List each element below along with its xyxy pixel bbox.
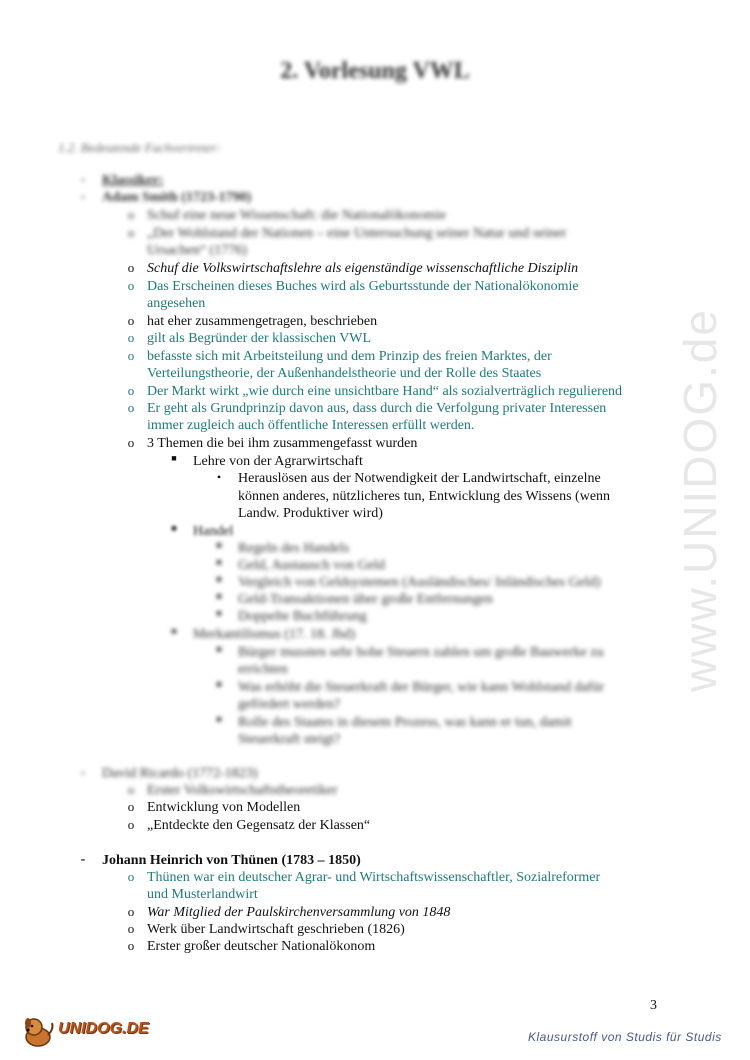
list-item: Verteilungstheorie, der Außenhandelstheorie und der Rolle des Staates [147,366,542,381]
circle-bullet: o [127,921,135,936]
page-number: 3 [650,998,657,1013]
list-item: Er geht als Grundprinzip davon aus, dass durch die Verfolgung privater Interessen [147,401,607,416]
circle-bullet: o [127,869,135,884]
square-bullet: ■ [216,714,222,724]
square-bullet: ■ [216,608,222,618]
list-item: hat eher zusammengetragen, beschrieben [147,314,378,329]
thuenen-name: Johann Heinrich von Thünen (1783 – 1850) [102,853,361,868]
circle-bullet: o [127,383,135,398]
circle-bullet: o [127,348,135,363]
list-item: Der Markt wirkt „wie durch eine unsichtbare Hand“ als sozialverträglich regulierend [147,384,623,399]
sub-item: Regeln des Handels [238,541,350,556]
section-subtitle: 1.2. Bedeutende Fachvertreter: [58,140,221,155]
sub-item: Rolle des Staates in diesem Prozess, was kann er tun, damit [238,715,572,730]
circle-bullet: o [127,904,135,919]
list-item: gilt als Begründer der klassischen VWL [147,331,372,346]
list-item: angesehen [147,296,206,311]
square-bullet: ■ [216,644,222,654]
list-item: Werk über Landwirtschaft geschrieben (1826) [147,922,405,937]
page-title: 2. Vorlesung VWL [280,58,470,84]
square-bullet: ■ [216,557,222,567]
dash-bullet: - [80,172,86,187]
sub-item: Herauslösen aus der Notwendigkeit der Landwirtschaft, einzelne [238,471,601,486]
classics-heading: Klassiker: [102,173,164,188]
unidog-logo [20,1015,150,1050]
list-item: Erster Volkswirtschaftstheoretiker [147,783,338,798]
square-bullet: ■ [171,523,177,533]
circle-bullet: o [127,400,135,415]
topic-item: Merkantilismus (17. 18. Jhd) [193,627,356,642]
sub-item: können anderes, nützlicheres tun, Entwicklung des Wissens (wenn [238,489,611,504]
list-item: „Entdeckte den Gegensatz der Klassen“ [147,818,371,833]
square-bullet: ■ [216,574,222,584]
sub-item: gefördert werden? [238,697,341,712]
circle-bullet: o [127,435,135,450]
sub-item: Bürger mussten sehr hohe Steuern zahlen um große Bauwerke zu [238,645,604,660]
square-bullet: ■ [216,591,222,601]
list-item: befasste sich mit Arbeitsteilung und dem Prinzip des freien Marktes, der [147,349,552,364]
circle-bullet: o [127,938,135,953]
list-item: Das Erscheinen dieses Buches wird als Geburtsstunde der Nationalökonomie [147,279,579,294]
watermark: www.UNIDOG.de [674,308,726,692]
square-bullet: ■ [216,679,222,689]
circle-bullet: o [127,330,135,345]
square-bullet: ■ [171,453,177,463]
smith-name: Adam Smith (1723-1790) [102,190,252,205]
list-item: „Der Wohlstand der Nationen – eine Untersuchung seiner Natur und seiner [147,226,567,241]
sub-item: Doppelte Buchführung [238,609,367,624]
list-item: Ursachen“ (1776) [147,243,247,258]
circle-bullet: o [127,260,135,275]
list-item: Erster großer deutscher Nationalökonom [147,939,376,954]
list-item: War Mitglied der Paulskirchenversammlung von 1848 [147,905,451,920]
footer-tagline: Klausurstoff von Studis für Studis [528,1030,722,1044]
sub-item: Geld-Transaktionen über große Entfernungen [238,592,493,607]
sub-item: Steuerkraft steigt? [238,732,341,747]
circle-bullet: o [127,207,135,222]
circle-bullet: o [127,278,135,293]
ricardo-name: David Ricardo (1772-1823) [102,766,258,781]
dash-bullet: - [80,852,86,867]
list-item: Schuf die Volkswirtschaftslehre als eigenständige wissenschaftliche Disziplin [147,261,579,276]
circle-bullet: o [127,817,135,832]
sub-item: Vergleich von Geldsystemen (Ausländisches/ Inländisches Geld) [238,575,601,590]
list-item: Schuf eine neue Wissenschaft: die Nationalökonomie [147,208,446,223]
list-item: immer zugleich auch öffentliche Interessen erfüllt werden. [147,418,475,433]
square-bullet: ■ [216,540,222,550]
dash-bullet: - [80,189,86,204]
sub-item: Was erhöht die Steuerkraft der Bürger, wie kann Wohlstand dafür [238,680,605,695]
dot-bullet: • [216,470,222,484]
topic-item: Handel [193,524,234,539]
topic-item: Lehre von der Agrarwirtschaft [193,454,363,469]
dash-bullet: - [80,765,86,780]
sub-item: Geld, Austausch von Geld [238,558,385,573]
list-item: Entwicklung von Modellen [147,800,301,815]
sub-item: Landw. Produktiver wird) [238,506,383,521]
logo-text: UNIDOG.DE [58,1020,149,1037]
circle-bullet: o [127,782,135,797]
dog-icon [20,1015,56,1049]
circle-bullet: o [127,225,135,240]
list-item: und Musterlandwirt [147,887,258,902]
circle-bullet: o [127,799,135,814]
square-bullet: ■ [171,626,177,636]
list-item: 3 Themen die bei ihm zusammengefasst wurden [147,436,418,451]
sub-item: errichten [238,662,288,677]
list-item: Thünen war ein deutscher Agrar- und Wirtschaftswissenschaftler, Sozialreformer [147,870,601,885]
circle-bullet: o [127,313,135,328]
